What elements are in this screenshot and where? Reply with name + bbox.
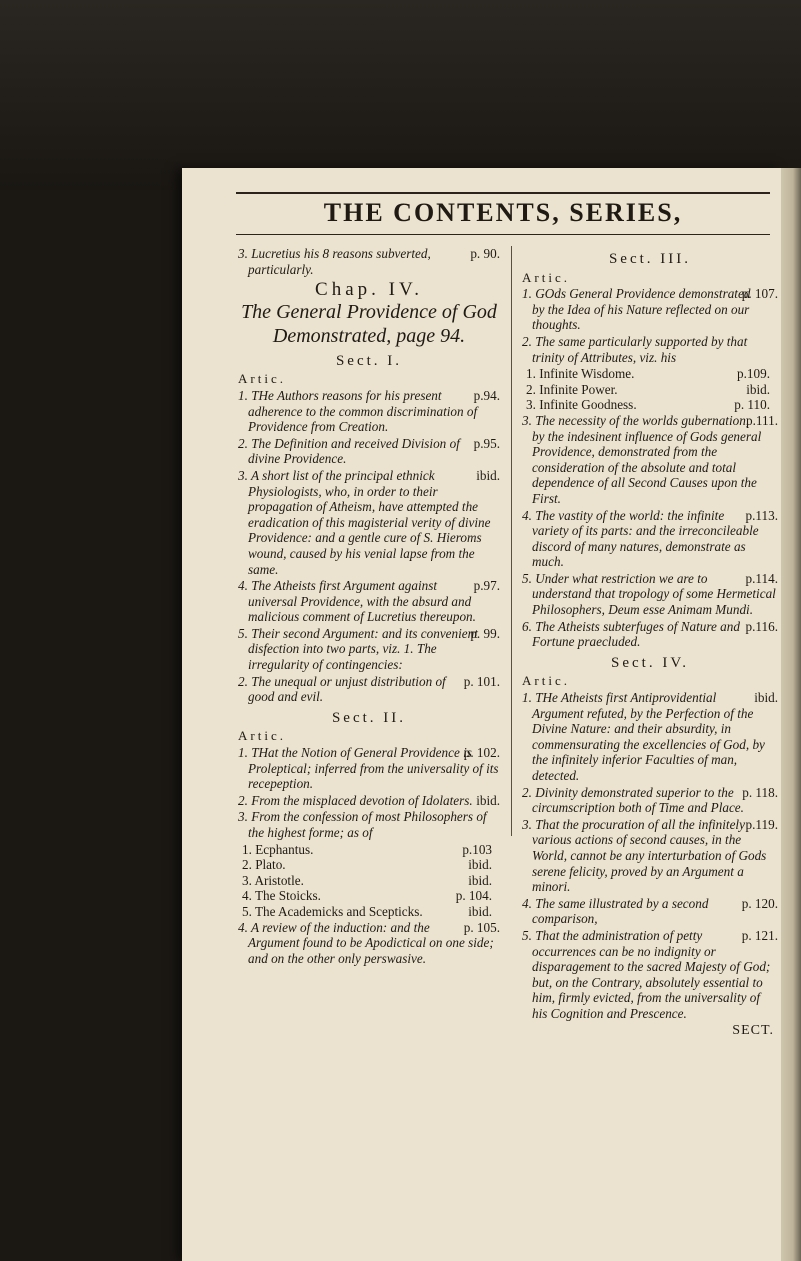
entry-text: 2. The same particularly supported by that trinity of Attributes, viz. his xyxy=(522,333,748,365)
toc-entry xyxy=(522,896,778,927)
section-entries xyxy=(238,388,500,705)
section-heading: Sect. III. xyxy=(608,251,692,267)
entry-page: p.114. xyxy=(745,570,778,586)
entry-text: 2. The unequal or unjust distribution of good and evil. xyxy=(238,673,446,705)
toc-entry xyxy=(238,793,500,809)
toc-entry xyxy=(238,674,500,705)
toc-entry xyxy=(522,619,778,650)
entry-text: 2. The Definition and received Division of divine Providence. xyxy=(238,435,460,467)
entry-text: 3. The necessity of the worlds gubernation, by the indesinent influence of Gods general Providence, demonstrated from the consideration of the absolute and total dependence of all Second Causes upon the First. xyxy=(522,412,762,506)
list-item-page: ibid. xyxy=(468,903,492,919)
entry-text: 1. THe Authors reasons for his present adherence to the common discrimination of Providence from Creation. xyxy=(238,387,478,435)
list-item-page: ibid. xyxy=(468,857,492,873)
right-column xyxy=(522,246,778,1038)
section-heading: Sect. IV. xyxy=(611,654,689,671)
entry-page: p.116. xyxy=(745,618,778,634)
entry-text: 3. A short list of the principal ethnick Physiologists, who, in order to their propagation of Atheism, have attempted the eradication of this magisterial verity of divine Providence: and a gentle cure of S. Hieroms wound, caused by his venial lapse from the same. xyxy=(238,467,491,577)
list-item-name: 3. Aristotle. xyxy=(242,872,304,888)
toc-entry xyxy=(522,785,778,816)
toc-entry xyxy=(238,578,500,625)
toc-entry xyxy=(238,626,500,673)
entry-text: 4. The same illustrated by a second comparison, xyxy=(522,895,709,927)
section-entries xyxy=(522,286,778,365)
entry-page: p. 99. xyxy=(470,625,500,641)
list-item xyxy=(526,397,778,413)
section-entries xyxy=(238,745,500,841)
list-item xyxy=(242,857,500,873)
entry-text: 2. From the misplaced devotion of Idolaters. xyxy=(238,792,473,808)
list-item xyxy=(242,888,500,904)
section-heading: Sect. II. xyxy=(331,709,407,726)
section-heading: Sect. I. xyxy=(335,352,403,369)
toc-entry xyxy=(238,809,500,840)
toc-entry xyxy=(522,571,778,618)
philosopher-list xyxy=(238,842,500,920)
artic-label: Artic. xyxy=(522,673,570,689)
list-item-name: 2. Plato. xyxy=(242,857,286,873)
scan-background xyxy=(0,0,801,190)
toc-entry xyxy=(522,286,778,333)
list-item xyxy=(242,842,500,858)
entry-page: p. 101. xyxy=(463,673,500,689)
page-edge xyxy=(781,168,801,1261)
entry-page: p.94. xyxy=(473,387,500,403)
left-column xyxy=(238,246,500,967)
list-item-name: 3. Infinite Goodness. xyxy=(526,397,637,413)
entry-text: 6. The Atheists subterfuges of Nature and Fortune praecluded. xyxy=(522,618,740,650)
entry-page: p. 121. xyxy=(741,927,778,943)
entry-page: p.119. xyxy=(745,816,778,832)
entry-page: ibid. xyxy=(754,690,778,706)
list-item-page: ibid. xyxy=(746,381,770,397)
entry-page: p. 118. xyxy=(742,784,778,800)
toc-entry xyxy=(522,334,778,365)
column-divider xyxy=(511,246,512,836)
toc-entry xyxy=(238,388,500,435)
list-item-page: p.103 xyxy=(462,841,492,857)
toc-entry: p. 105. 4. A review of the induction: and the Argument found to be Apodictical on one side; and on the other only perswasive. xyxy=(238,919,500,966)
entry-page: p.95. xyxy=(473,435,500,451)
toc-entry xyxy=(522,928,778,1022)
toc-entry xyxy=(238,468,500,577)
running-rule xyxy=(236,234,770,235)
toc-entry xyxy=(522,413,778,507)
artic-label: Artic. xyxy=(238,728,286,744)
artic-label: Artic. xyxy=(238,371,286,387)
list-item-name: 5. The Academicks and Scepticks. xyxy=(242,903,423,919)
entry-text: 3. From the confession of most Philosophers of the highest forme; as of xyxy=(238,809,487,840)
list-item-name: 1. Ecphantus. xyxy=(242,841,314,857)
list-item-name: 1. Infinite Wisdome. xyxy=(526,366,635,382)
entry-text: 4. The Atheists first Argument against universal Providence, with the absurd and malicious comment of Lucretius thereupon. xyxy=(238,578,476,625)
list-item-page: ibid. xyxy=(468,872,492,888)
entry-page: p.111. xyxy=(746,412,778,428)
list-item-page: p. 104. xyxy=(455,888,492,904)
entry-page: p. 120. xyxy=(741,895,778,911)
toc-entry xyxy=(238,745,500,792)
list-item xyxy=(526,382,778,398)
list-item-name: 2. Infinite Power. xyxy=(526,381,618,397)
entry-text: 5. That the administration of petty occurrences can be no indignity or disparagement to the sacred Majesty of God; but, on the Contrary, absolutely essential to him, firmly evicted, from the universality of his Cognition and Prescence. xyxy=(522,927,771,1021)
entry-text: 2. Divinity demonstrated superior to the circumscription both of Time and Place. xyxy=(522,784,744,816)
toc-entry xyxy=(238,436,500,467)
entry-text: 5. Their second Argument: and its convenient disfection into two parts, viz. 1. The irregularity of contingencies: xyxy=(238,625,478,673)
entry-page: ibid. xyxy=(476,467,500,483)
chapter-title: The General Providence of God Demonstrated, page 94. xyxy=(241,300,497,347)
entry-text: 5. Under what restriction we are to understand that tropology of some Hermetical Philosophers, Deum esse Animam Mundi. xyxy=(522,570,776,618)
entry-page: ibid. xyxy=(476,792,500,808)
entry-page: p. 102. xyxy=(463,745,500,761)
toc-entry xyxy=(522,508,778,570)
entry-text: 4. The vastity of the world: the infinite variety of its parts: and the irreconcileable discord of many natures, demonstrate as much. xyxy=(522,507,759,570)
list-item xyxy=(526,366,778,382)
catchword: SECT. xyxy=(732,1022,774,1038)
list-item-page: p.109. xyxy=(737,366,770,382)
list-item-page: p. 110. xyxy=(734,397,770,413)
running-head: THE CONTENTS, SERIES, xyxy=(323,198,683,227)
section-entries xyxy=(522,690,778,1021)
entry-page: p.97. xyxy=(473,578,500,594)
entry-text: 3. That the procuration of all the infinitely various actions of second causes, in the World, cannot be any interturbation of Gods serene felicity, proved by an Argument a minori. xyxy=(522,816,767,895)
list-item xyxy=(242,873,500,889)
entry-text: 1. THat the Notion of General Providence is Proleptical; inferred from the universality of its recepeption. xyxy=(238,745,499,792)
section-entries xyxy=(522,413,778,650)
entry-text: 1. GOds General Providence demonstrated by the Idea of his Nature reflected on our thoughts. xyxy=(522,286,751,333)
entry-page: p.113. xyxy=(745,507,778,523)
entry-page: p. 107. xyxy=(741,286,778,302)
artic-label: Artic. xyxy=(522,269,570,285)
chapter-heading: Chap. IV. xyxy=(315,279,423,301)
entry-text: 1. THe Atheists first Antiprovidential Argument refuted, by the Perfection of the Divine Nature: and their absurdity, in commensurating the excellencies of God, by the infinitely inferior Faculties of man, detected. xyxy=(522,690,765,783)
list-item-name: 4. The Stoicks. xyxy=(242,888,321,904)
attribute-list xyxy=(522,366,778,413)
list-item xyxy=(242,904,500,920)
toc-entry xyxy=(522,817,778,895)
toc-entry: p. 90. 3. Lucretius his 8 reasons subverted, particularly. xyxy=(238,246,500,277)
header-rule xyxy=(236,192,770,194)
toc-entry xyxy=(522,690,778,784)
